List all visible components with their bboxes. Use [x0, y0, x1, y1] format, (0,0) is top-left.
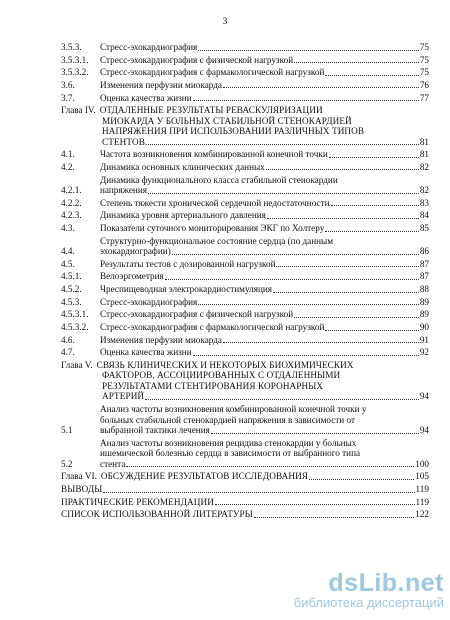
- toc-chapter-number: Глава VI.: [61, 471, 97, 482]
- toc-page-number: 81: [419, 149, 429, 160]
- toc-page-number: 77: [419, 92, 429, 103]
- toc-entry-number: 4.5.2.: [61, 284, 82, 295]
- toc-entry-title: Анализ частоты возникновения рецидива стенокардии у больных: [100, 437, 357, 448]
- toc-entry-title: Оценка качества жизни: [100, 347, 192, 358]
- dot-leader: [145, 398, 419, 400]
- toc-entry-number: 4.2.: [61, 161, 75, 172]
- page-number: 3: [222, 17, 228, 27]
- watermark-logo: dsLib.net: [328, 569, 444, 597]
- dot-leader: [193, 354, 419, 356]
- toc-entry-number: 3.5.3.2.: [61, 67, 89, 78]
- toc-page-number: 90: [419, 322, 429, 333]
- toc-entry-title: ФАКТОРОВ, АССОЦИИРОВАННЫХ С ОТДАЛЕННЫМИ: [102, 370, 341, 381]
- toc-entry-number: 5.1: [61, 425, 73, 436]
- toc-entry-number: 3.6.: [61, 79, 75, 90]
- toc-entry-title: ПРАКТИЧЕСКИЕ РЕКОМЕНДАЦИИ: [61, 496, 214, 507]
- toc-entry-number: 4.4.: [61, 246, 75, 257]
- toc-entry-title: Структурно-функциональное состояние сердца (по данным: [100, 235, 334, 246]
- toc-entry-number: 3.5.3.: [61, 42, 82, 52]
- toc-entry: [61, 175, 429, 196]
- toc-page-number: 83: [419, 197, 429, 208]
- dot-leader: [309, 478, 414, 480]
- toc-entry: [61, 162, 429, 173]
- toc-entry-title: стента: [100, 458, 126, 469]
- dot-leader: [211, 432, 419, 434]
- toc-page-number: 91: [419, 334, 429, 345]
- watermark: [294, 569, 444, 610]
- toc-entry-title: Динамика функционального класса стабильной стенокардии: [100, 174, 338, 185]
- toc-page-number: 94: [419, 391, 429, 402]
- toc-entry: [61, 471, 429, 482]
- dot-leader: [198, 49, 419, 51]
- toc-entry-title: Анализ частоты возникновения комбинированной конечной точки у: [100, 404, 367, 415]
- toc-page-number: 119: [415, 484, 429, 495]
- toc-page-number: 89: [419, 309, 429, 320]
- toc-entry: [61, 284, 429, 295]
- toc-entry-title: Стресс-эхокардиография с физической нагрузкой: [100, 309, 294, 320]
- toc-page-number: 122: [415, 509, 429, 520]
- dot-leader: [223, 86, 419, 88]
- dot-leader: [198, 303, 419, 305]
- toc-entry-number: 4.7.: [61, 347, 75, 358]
- toc-entry-number: 4.5.: [61, 258, 75, 269]
- toc-page-number: 88: [419, 284, 429, 295]
- toc-entry-title: Результаты тестов с дозированной нагрузкой: [100, 258, 276, 269]
- toc-page-number: 87: [419, 258, 429, 269]
- dot-leader: [325, 329, 418, 331]
- toc-entry-number: 4.2.2.: [61, 197, 82, 208]
- toc-page-number: 94: [419, 425, 429, 436]
- toc-page-number: 89: [419, 296, 429, 307]
- toc-entry-title: АРТЕРИЙ: [102, 391, 145, 402]
- toc-entry-title: СВЯЗЬ КЛИНИЧЕСКИХ И НЕКОТОРЫХ БИОХИМИЧЕСКИХ: [96, 359, 354, 370]
- dot-leader: [165, 278, 419, 280]
- toc-entry-title: напряжения: [100, 185, 147, 196]
- toc-entry-title: Велоэргометрия: [100, 271, 164, 282]
- toc-entry: [61, 347, 429, 358]
- toc-page-number: 76: [419, 79, 429, 90]
- toc-page-number: 86: [419, 246, 429, 257]
- dot-leader: [148, 192, 419, 194]
- toc-page-number: 87: [419, 271, 429, 282]
- toc-entry-title: Стресс-эхокардиография: [100, 42, 198, 52]
- toc-entry: [61, 509, 429, 520]
- toc-page-number: 75: [419, 67, 429, 78]
- toc-entry-title: НАПРЯЖЕНИЯ ПРИ ИСПОЛЬЗОВАНИИ РАЗЛИЧНЫХ ТИПОВ: [102, 126, 365, 137]
- dot-leader: [329, 156, 419, 158]
- toc-page-number: 75: [419, 54, 429, 65]
- toc-page-number: 119: [415, 496, 429, 507]
- toc-entry-number: 4.5.3.2.: [61, 322, 89, 333]
- table-of-contents: [61, 42, 429, 522]
- toc-page-number: 92: [419, 347, 429, 358]
- toc-entry-title: Стресс-эхокардиография с фармакологической нагрузкой: [100, 67, 325, 78]
- toc-entry: [61, 322, 429, 333]
- toc-entry-number: 4.5.3.: [61, 296, 82, 307]
- toc-entry-number: 3.7.: [61, 92, 75, 103]
- toc-entry-title: ОБСУЖДЕНИЕ РЕЗУЛЬТАТОВ ИССЛЕДОВАНИЯ: [100, 471, 309, 482]
- dot-leader: [294, 61, 419, 63]
- toc-entry: [61, 236, 429, 257]
- toc-page-number: 81: [419, 136, 429, 147]
- toc-entry: [61, 198, 429, 209]
- dot-leader: [193, 99, 419, 101]
- toc-entry: [61, 223, 429, 234]
- toc-entry-title: Показатели суточного мониторирования ЭКГ по Холтеру: [100, 223, 325, 234]
- dot-leader: [148, 143, 418, 145]
- toc-entry-title: Изменения перфузии миокарда: [100, 334, 222, 345]
- toc-chapter-number: Глава V.: [61, 359, 93, 370]
- toc-entry: [61, 149, 429, 160]
- toc-entry-number: 4.1.: [61, 149, 75, 160]
- toc-entry-title: РЕЗУЛЬТАТАМИ СТЕНТИРОВАНИЯ КОРОНАРНЫХ: [102, 380, 324, 391]
- watermark-subtitle: библиотека диссертаций: [293, 595, 444, 610]
- toc-entry-title: больных стабильной стенокардией напряжения в зависимости от: [100, 414, 356, 425]
- toc-entry-number: 4.3.: [61, 223, 75, 234]
- dot-leader: [223, 341, 419, 343]
- toc-entry: [61, 497, 429, 508]
- toc-page-number: 105: [415, 471, 429, 482]
- toc-entry: [61, 309, 429, 320]
- dot-leader: [266, 168, 419, 170]
- toc-page-number: 100: [415, 458, 429, 469]
- toc-entry-title: Динамика основных клинических данных: [100, 161, 265, 172]
- toc-entry-title: Стресс-эхокардиография с физической нагрузкой: [100, 54, 294, 65]
- dot-leader: [267, 217, 419, 219]
- toc-entry-title: эхокардиографии): [100, 246, 171, 257]
- toc-entry: [61, 93, 429, 104]
- toc-entry: [61, 484, 429, 495]
- toc-entry: [61, 67, 429, 78]
- toc-entry-number: 4.2.1.: [61, 185, 82, 196]
- toc-entry: [61, 259, 429, 270]
- toc-page-number: 84: [419, 210, 429, 221]
- dot-leader: [172, 253, 419, 255]
- dot-leader: [294, 316, 419, 318]
- toc-entry: [61, 271, 429, 282]
- dot-leader: [325, 230, 419, 232]
- toc-entry: [61, 438, 429, 470]
- dot-leader: [126, 465, 414, 467]
- toc-entry-title: ОТДАЛЕННЫЕ РЕЗУЛЬТАТЫ РЕВАСКУЛЯРИЗАЦИИ: [99, 105, 323, 116]
- toc-entry-title: ВЫВОДЫ: [61, 484, 103, 495]
- toc-entry-number: 4.6.: [61, 334, 75, 345]
- toc-entry: [61, 335, 429, 346]
- toc-entry: [61, 404, 429, 436]
- toc-entry-number: 3.5.3.1.: [61, 54, 89, 65]
- toc-entry-number: 4.5.3.1.: [61, 309, 89, 320]
- toc-entry: [61, 360, 429, 402]
- toc-entry-title: ишемической болезнью сердца в зависимости от выбранного типа: [100, 448, 361, 459]
- toc-chapter-number: Глава IV.: [61, 105, 96, 116]
- dot-leader: [215, 503, 415, 505]
- toc-entry-title: Стресс-эхокардиография с фармакологической нагрузкой: [100, 322, 325, 333]
- toc-entry-title: Динамика уровня артериального давления: [100, 210, 266, 221]
- dot-leader: [103, 491, 414, 493]
- toc-entry-title: СТЕНТОВ.: [102, 136, 148, 147]
- dot-leader: [331, 204, 419, 206]
- toc-entry-title: Стресс-эхокардиография: [100, 296, 198, 307]
- toc-entry-title: МИОКАРДА У БОЛЬНЫХ СТАБИЛЬНОЙ СТЕНОКАРДИЕЙ: [102, 115, 352, 126]
- dot-leader: [325, 74, 418, 76]
- toc-entry: [61, 297, 429, 308]
- toc-entry-title: выбранной тактики лечения: [100, 425, 210, 436]
- dot-leader: [273, 291, 419, 293]
- toc-entry-title: Чреспищеводная электрокардиостимуляция: [100, 284, 272, 295]
- toc-page-number: 85: [419, 223, 429, 234]
- toc-entry-title: Степень тяжести хронической сердечной недостаточности: [100, 197, 330, 208]
- toc-entry-number: 4.2.3.: [61, 210, 82, 221]
- toc-entry-number: 5.2: [61, 458, 73, 469]
- toc-entry: [61, 80, 429, 91]
- dot-leader: [254, 516, 414, 518]
- toc-entry-title: Частота возникновения комбинированной конечной точки: [100, 149, 328, 160]
- toc-entry-title: Оценка качества жизни: [100, 92, 192, 103]
- toc-entry: [61, 55, 429, 66]
- toc-entry-title: СПИСОК ИСПОЛЬЗОВАННОЙ ЛИТЕРАТУРЫ: [61, 509, 253, 520]
- toc-entry: [61, 210, 429, 221]
- toc-page-number: 82: [419, 161, 429, 172]
- toc-page-number: 75: [419, 42, 429, 52]
- toc-entry: [61, 42, 429, 53]
- toc-entry: [61, 105, 429, 147]
- toc-entry-number: 4.5.1.: [61, 271, 82, 282]
- dot-leader: [276, 265, 418, 267]
- toc-page-number: 82: [419, 185, 429, 196]
- toc-entry-title: Изменения перфузии миокарда: [100, 79, 222, 90]
